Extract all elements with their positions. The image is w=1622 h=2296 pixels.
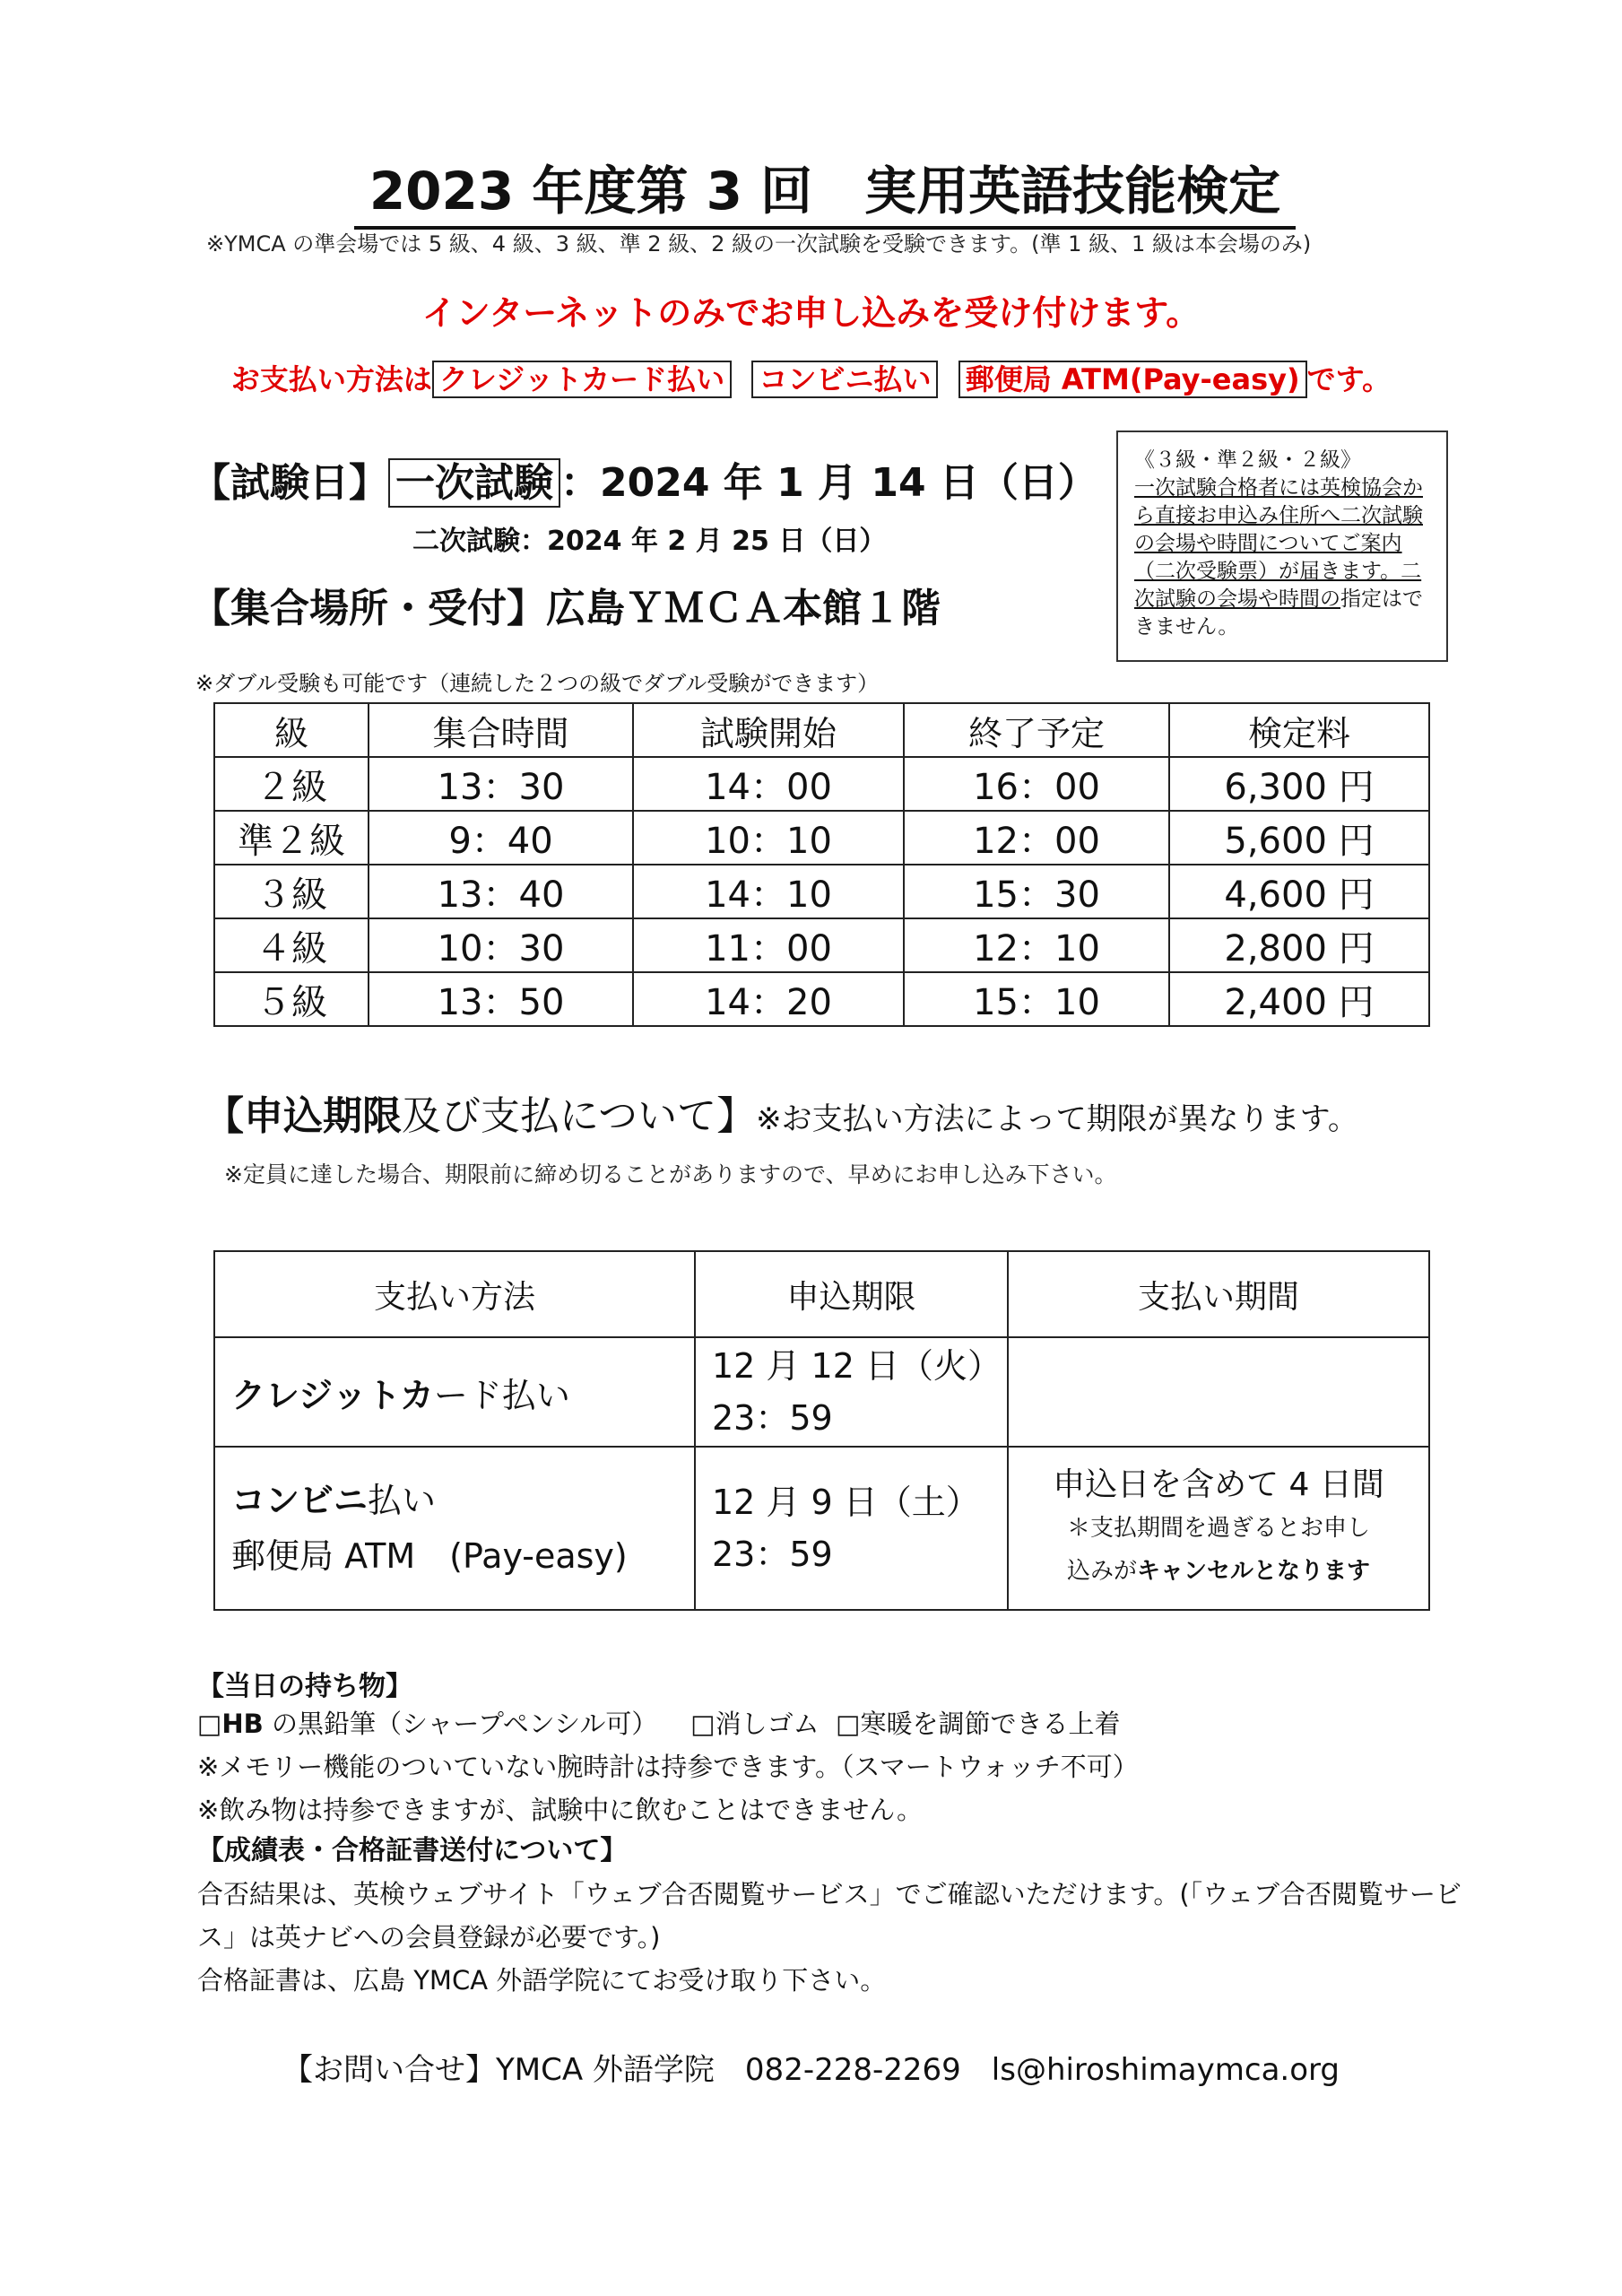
table-row xyxy=(214,1447,1429,1610)
method-bold: クレジットカ xyxy=(231,1375,434,1415)
top-note: ※YMCA の準会場では 5 級、4 級、3 級、準 2 級、2 級の一次試験を受験できます。(準 1 級、1 級は本会場のみ) xyxy=(206,231,1312,257)
end-time-cell: 16：00 xyxy=(904,757,1169,811)
meeting-time-cell: 13：40 xyxy=(369,865,633,918)
item-pencil: の黒鉛筆（シャープペンシル可） xyxy=(263,1709,658,1739)
period-line-1: 申込日を含めて 4 日間 xyxy=(1053,1466,1384,1503)
start-time-cell: 11：00 xyxy=(633,918,904,972)
table-row xyxy=(214,972,1429,1026)
deadline-heading-bold: 【申込期限 xyxy=(204,1093,402,1139)
exam-date-second: 二次試験：2024 年 2 月 25 日（日） xyxy=(412,526,887,557)
period-line-3-b: キャンセルとなります xyxy=(1137,1558,1371,1585)
certificate-heading: 【成績表・合格証書送付について】 xyxy=(197,1835,628,1866)
table-row xyxy=(214,1337,1429,1447)
deadline-date: 12 月 9 日（土） xyxy=(712,1483,980,1522)
side-note-body: 一次試験合格者には英検協会から直接お申込み住所へ二次試験の会場や時間についてご案内（二次受験票）が届きます。二次試験の会場や時間の xyxy=(1134,476,1423,611)
method-line-2: 郵便局 ATM (Pay-easy) xyxy=(231,1536,628,1576)
schedule-header-row xyxy=(214,703,1429,757)
table-row xyxy=(214,918,1429,972)
side-note-tail: 指定はできません。 xyxy=(1134,587,1423,639)
header-payment-period: 支払い期間 xyxy=(1008,1251,1429,1337)
method-bold: コンビニ xyxy=(231,1481,369,1520)
payment-method-cell xyxy=(214,1447,695,1610)
payment-period-cell xyxy=(1008,1337,1429,1447)
deadline-time: 23：59 xyxy=(712,1535,833,1574)
item-eraser: □消しゴム xyxy=(690,1709,820,1739)
exam-date-first xyxy=(191,450,1097,508)
header-start-time: 試験開始 xyxy=(633,703,904,757)
fee-cell: 2,800 円 xyxy=(1169,918,1429,972)
start-time-cell: 14：10 xyxy=(633,865,904,918)
first-exam-date: ：2024 年 1 月 14 日（日） xyxy=(560,460,1097,506)
capacity-note: ※定員に達した場合、期限前に締め切ることがありますので、早めにお申し込み下さい。 xyxy=(224,1161,1117,1187)
belongings-heading: 【当日の持ち物】 xyxy=(197,1671,412,1702)
double-exam-note: ※ダブル受験も可能です（連続した２つの級でダブル受験ができます） xyxy=(195,671,880,696)
fee-cell: 2,400 円 xyxy=(1169,972,1429,1026)
header-payment-method: 支払い方法 xyxy=(214,1251,695,1337)
header-end-time: 終了予定 xyxy=(904,703,1169,757)
second-exam-note-box xyxy=(1116,430,1448,662)
method-rest: 払い xyxy=(368,1481,437,1520)
table-row xyxy=(214,757,1429,811)
header-grade: 級 xyxy=(214,703,369,757)
meeting-time-cell: 13：50 xyxy=(369,972,633,1026)
payment-methods-notice xyxy=(0,357,1622,398)
result-note: 合否結果は、英検ウェブサイト「ウェブ合否閲覧サービス」でご確認いただけます。(「ウェブ合否閲覧サービス」は英ナビへの会員登録が必要です。) xyxy=(197,1879,1462,1952)
belongings-list xyxy=(197,1704,1121,1741)
certificate-pickup-note: 合格証書は、広島 YMCA 外語学院にてお受け取り下さい。 xyxy=(197,1965,887,1996)
fee-cell: 4,600 円 xyxy=(1169,865,1429,918)
meeting-place: 【集合場所・受付】広島ＹＭＣＡ本館１階 xyxy=(191,586,941,631)
deadline-cell xyxy=(695,1337,1008,1447)
payment-prefix: お支払い方法は xyxy=(230,362,432,396)
meeting-time-cell: 9：40 xyxy=(369,811,633,865)
contact-info: 【お問い合せ】YMCA 外語学院 082-228-2269 ls@hiroshimaymca.org xyxy=(282,2052,1340,2088)
deadline-cell xyxy=(695,1447,1008,1610)
method-line-1 xyxy=(231,1473,693,1528)
end-time-cell: 12：10 xyxy=(904,918,1169,972)
start-time-cell: 10：10 xyxy=(633,811,904,865)
watch-note: ※メモリー機能のついていない腕時計は持参できます。（スマートウォッチ不可） xyxy=(197,1752,1139,1782)
payment-period-cell xyxy=(1008,1447,1429,1610)
period-line-3-a: 込みが xyxy=(1066,1558,1137,1585)
table-row xyxy=(214,811,1429,865)
deadline-date: 12 月 12 日（火） xyxy=(712,1346,1002,1386)
fee-cell: 5,600 円 xyxy=(1169,811,1429,865)
internet-only-notice: インターネットのみでお申し込みを受け付けます。 xyxy=(421,293,1201,333)
meeting-time-cell: 10：30 xyxy=(369,918,633,972)
payment-method-credit: クレジットカード払い xyxy=(432,361,732,398)
deadline-heading-rest: 及び支払について】 xyxy=(402,1093,757,1139)
schedule-table xyxy=(213,702,1430,1027)
grade-cell: ４級 xyxy=(214,918,369,972)
method-rest: ード払い xyxy=(433,1375,570,1415)
header-deadline: 申込期限 xyxy=(695,1251,1008,1337)
meeting-time-cell: 13：30 xyxy=(369,757,633,811)
payment-table xyxy=(213,1250,1430,1611)
payment-method-post-atm: 郵便局 ATM(Pay-easy) xyxy=(958,361,1307,398)
header-fee: 検定料 xyxy=(1169,703,1429,757)
deadline-heading xyxy=(204,1083,1358,1141)
first-exam-label: 一次試験 xyxy=(388,458,560,508)
header-meeting-time: 集合時間 xyxy=(369,703,633,757)
payment-header-row xyxy=(214,1251,1429,1337)
certificate-body xyxy=(197,1873,1470,2002)
start-time-cell: 14：00 xyxy=(633,757,904,811)
grade-cell: ３級 xyxy=(214,865,369,918)
payment-method-convenience: コンビニ払い xyxy=(751,361,938,398)
deadline-heading-note: ※お支払い方法によって期限が異なります。 xyxy=(756,1101,1358,1137)
grade-cell: ２級 xyxy=(214,757,369,811)
table-row xyxy=(214,865,1429,918)
fee-cell: 6,300 円 xyxy=(1169,757,1429,811)
grade-cell: 準２級 xyxy=(214,811,369,865)
exam-date-label: 【試験日】 xyxy=(191,460,388,506)
page-title: 2023 年度第 3 回 実用英語技能検定 xyxy=(354,160,1296,230)
deadline-time: 23：59 xyxy=(712,1398,833,1438)
item-jacket: □寒暖を調節できる上着 xyxy=(836,1709,1121,1739)
period-line-2: ＊支払期間を過ぎるとお申し xyxy=(1066,1515,1370,1542)
start-time-cell: 14：20 xyxy=(633,972,904,1026)
grade-cell: ５級 xyxy=(214,972,369,1026)
payment-method-cell xyxy=(214,1337,695,1447)
payment-suffix: です。 xyxy=(1306,362,1392,396)
drink-note: ※飲み物は持参できますが、試験中に飲むことはできません。 xyxy=(197,1795,924,1825)
item-pencil-bold: □HB xyxy=(197,1709,264,1739)
end-time-cell: 15：10 xyxy=(904,972,1169,1026)
end-time-cell: 15：30 xyxy=(904,865,1169,918)
side-note-heading: 《３級・準２級・２級》 xyxy=(1134,448,1361,472)
end-time-cell: 12：00 xyxy=(904,811,1169,865)
period-line-3 xyxy=(1010,1550,1427,1593)
